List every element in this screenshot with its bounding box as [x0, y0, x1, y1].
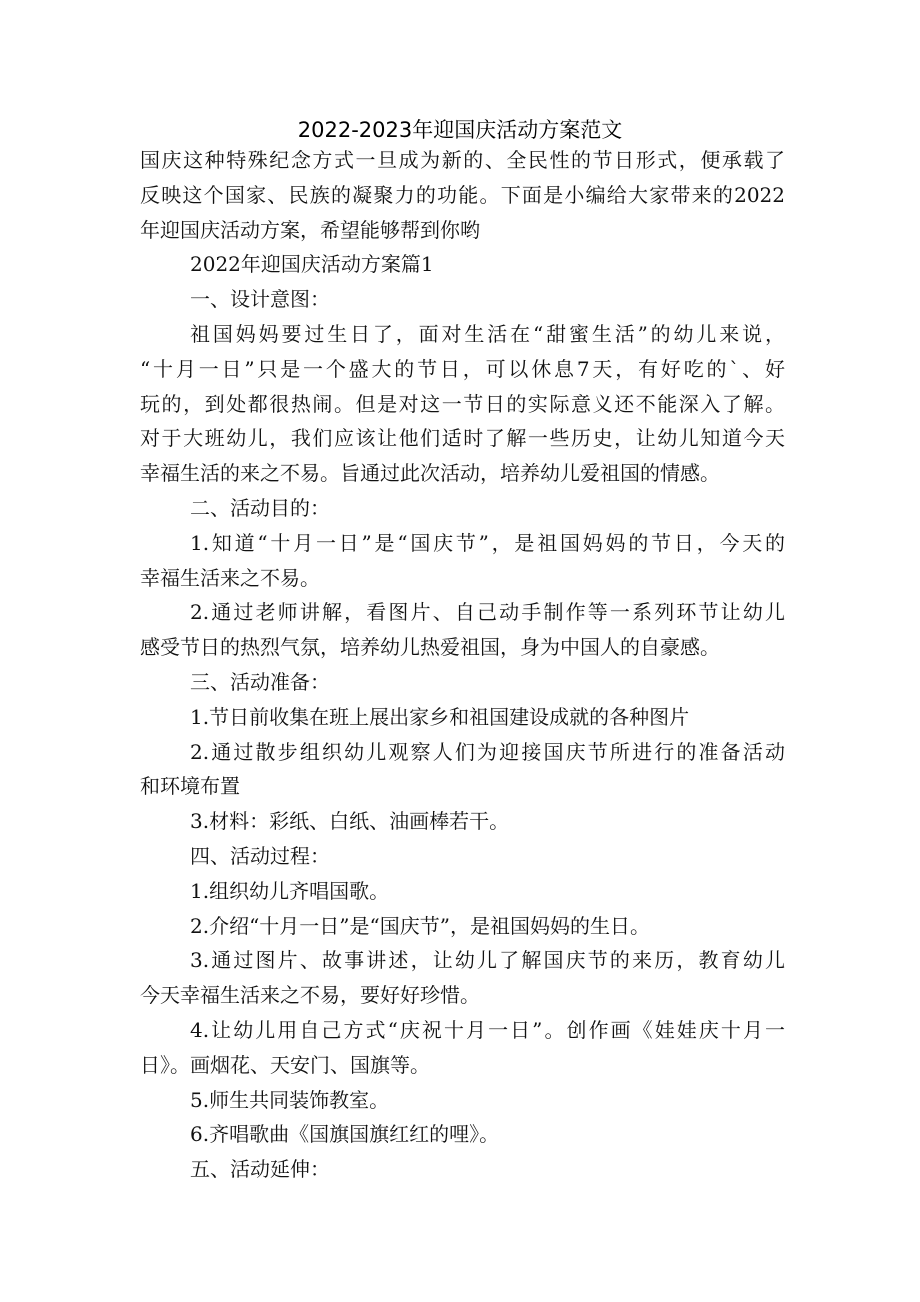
paragraph — [140, 700, 785, 735]
text-line: 和环境布置 — [140, 774, 240, 799]
text-line: 反映这个国家、民族的凝聚力的功能。下面是小编给大家带来的2022 — [140, 182, 785, 207]
text-line: “十月一日”只是一个盛大的节日，可以休息7天，有好吃的`、好 — [140, 356, 785, 381]
text-line: 6.齐唱歌曲《国旗国旗红红的哩》。 — [190, 1122, 500, 1147]
text-line: 二、活动目的： — [190, 495, 330, 520]
text-line: 年迎国庆活动方案，希望能够帮到你哟 — [140, 217, 480, 242]
text-line: 玩的，到处都很热闹。但是对这一节日的实际意义还不能深入了解。 — [140, 391, 785, 416]
text-line: 祖国妈妈要过生日了，面对生活在“甜蜜生活”的幼儿来说， — [190, 321, 785, 346]
paragraph — [140, 1083, 785, 1118]
text-line: 3.通过图片、故事讲述，让幼儿了解国庆节的来历，教育幼儿 — [190, 948, 785, 973]
text-line: 国庆这种特殊纪念方式一旦成为新的、全民性的节日形式，便承载了 — [140, 148, 785, 172]
text-line: 2022年迎国庆活动方案篇1 — [190, 252, 434, 277]
paragraph — [140, 735, 785, 805]
paragraph — [140, 595, 785, 665]
paragraph — [140, 491, 785, 526]
text-line: 2.介绍“十月一日”是“国庆节”，是祖国妈妈的生日。 — [190, 913, 650, 938]
paragraph — [140, 143, 785, 247]
paragraph — [140, 1152, 785, 1187]
paragraph — [140, 804, 785, 839]
text-line: 幸福生活的来之不易。旨通过此次活动，培养幼儿爱祖国的情感。 — [140, 461, 720, 486]
text-line: 3.材料：彩纸、白纸、油画棒若干。 — [190, 809, 510, 834]
document-body — [140, 143, 785, 1187]
text-line: 四、活动过程： — [190, 843, 330, 868]
text-line: 1.知道“十月一日”是“国庆节”，是祖国妈妈的节日，今天的 — [190, 530, 785, 555]
paragraph — [140, 282, 785, 317]
paragraph — [140, 874, 785, 909]
paragraph — [140, 1013, 785, 1083]
text-line: 4.让幼儿用自己方式“庆祝十月一日”。创作画《娃娃庆十月一 — [190, 1017, 785, 1042]
document-title: 2022-2023年迎国庆活动方案范文 — [297, 118, 623, 142]
text-line: 日》。画烟花、天安门、国旗等。 — [140, 1052, 430, 1077]
paragraph — [140, 526, 785, 596]
text-line: 5.师生共同装饰教室。 — [190, 1087, 390, 1112]
paragraph — [140, 317, 785, 491]
paragraph — [140, 247, 785, 282]
paragraph — [140, 839, 785, 874]
text-line: 1.组织幼儿齐唱国歌。 — [190, 878, 390, 903]
text-line: 2.通过散步组织幼儿观察人们为迎接国庆节所进行的准备活动 — [190, 739, 785, 764]
text-line: 2.通过老师讲解，看图片、自己动手制作等一系列环节让幼儿 — [190, 600, 785, 625]
text-line: 今天幸福生活来之不易，要好好珍惜。 — [140, 983, 480, 1008]
paragraph — [140, 1117, 785, 1152]
text-line: 三、活动准备： — [190, 669, 330, 694]
paragraph — [140, 909, 785, 944]
paragraph — [140, 665, 785, 700]
text-line: 对于大班幼儿，我们应该让他们适时了解一些历史，让幼儿知道今天 — [140, 426, 785, 451]
paragraph — [140, 943, 785, 1013]
text-line: 五、活动延伸： — [190, 1157, 330, 1182]
text-line: 1.节日前收集在班上展出家乡和祖国建设成就的各种图片 — [190, 704, 690, 729]
text-line: 幸福生活来之不易。 — [140, 565, 320, 590]
text-line: 一、设计意图： — [190, 287, 330, 312]
text-line: 感受节日的热烈气氛，培养幼儿热爱祖国，身为中国人的自豪感。 — [140, 635, 720, 660]
